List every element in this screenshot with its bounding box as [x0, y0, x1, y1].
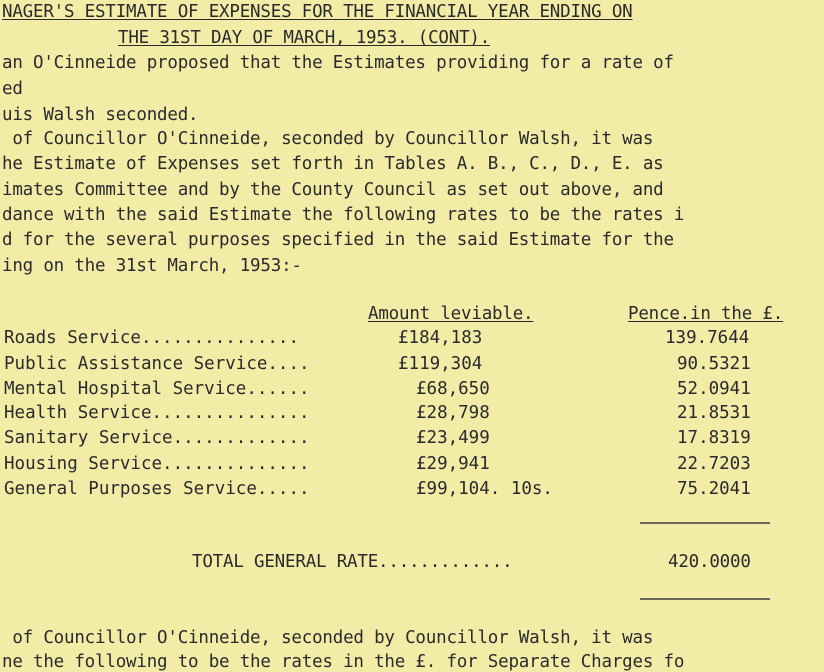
amount-leviable: £119,304 — [398, 354, 483, 374]
amount-leviable: £184,183 — [398, 328, 483, 348]
service-name: Health Service............... — [4, 403, 310, 423]
heading-line-1: NAGER'S ESTIMATE OF EXPENSES FOR THE FINANCIAL YEAR ENDING ON — [2, 2, 633, 22]
table-row — [0, 328, 824, 352]
service-name: Housing Service.............. — [4, 454, 310, 474]
table-row — [0, 403, 824, 427]
paragraph1-line: of Councillor O'Cinneide, seconded by Councillor Walsh, it was — [2, 129, 654, 149]
paragraph1-line: ing on the 31st March, 1953:- — [2, 256, 302, 276]
pence-in-pound: 17.8319 — [677, 428, 751, 448]
service-name: General Purposes Service..... — [4, 479, 310, 499]
amount-leviable: £29,941 — [416, 454, 490, 474]
paragraph1-line: uis Walsh seconded. — [2, 105, 199, 125]
paragraph1-line: imates Committee and by the County Council as set out above, and — [2, 180, 664, 200]
pence-column-header: Pence.in the £. — [628, 304, 784, 324]
table-row — [0, 479, 824, 503]
table-row — [0, 428, 824, 452]
amount-leviable: £28,798 — [416, 403, 490, 423]
service-name: Roads Service............... — [4, 328, 300, 348]
total-value: 420.0000 — [668, 552, 751, 572]
service-name: Sanitary Service............. — [4, 428, 310, 448]
amount-leviable: £99,104. 10s. — [416, 479, 553, 499]
paragraph1-line: he Estimate of Expenses set forth in Tables A. B., C., D., E. as — [2, 154, 664, 174]
paragraph1-line: dance with the said Estimate the following rates to be the rates i — [2, 205, 685, 225]
pence-in-pound: 21.8531 — [677, 403, 751, 423]
pence-in-pound: 52.0941 — [677, 379, 751, 399]
paragraph2-line: of Councillor O'Cinneide, seconded by Councillor Walsh, it was — [2, 628, 654, 648]
pence-in-pound: 139.7644 — [665, 328, 750, 348]
paragraph1-line: an O'Cinneide proposed that the Estimates providing for a rate of — [2, 53, 674, 73]
table-row — [0, 354, 824, 378]
amount-leviable: £23,499 — [416, 428, 490, 448]
amount-leviable: £68,650 — [416, 379, 490, 399]
service-name: Mental Hospital Service...... — [4, 379, 310, 399]
amount-column-header: Amount leviable. — [368, 304, 534, 324]
total-rule — [640, 598, 770, 600]
pence-in-pound: 75.2041 — [677, 479, 751, 499]
paragraph2-line: ne the following to be the rates in the £. for Separate Charges fo — [2, 652, 685, 672]
pence-in-pound: 90.5321 — [677, 354, 751, 374]
heading-line-2: THE 31ST DAY OF MARCH, 1953. (CONT). — [118, 28, 491, 48]
paragraph1-line: d for the several purposes specified in the said Estimate for the — [2, 230, 674, 250]
table-row — [0, 379, 824, 403]
table-row — [0, 454, 824, 478]
subtotal-rule — [640, 522, 770, 524]
paragraph1-line: ed — [2, 79, 23, 99]
total-label: TOTAL GENERAL RATE............. — [192, 552, 513, 572]
service-name: Public Assistance Service.... — [4, 354, 310, 374]
pence-in-pound: 22.7203 — [677, 454, 751, 474]
